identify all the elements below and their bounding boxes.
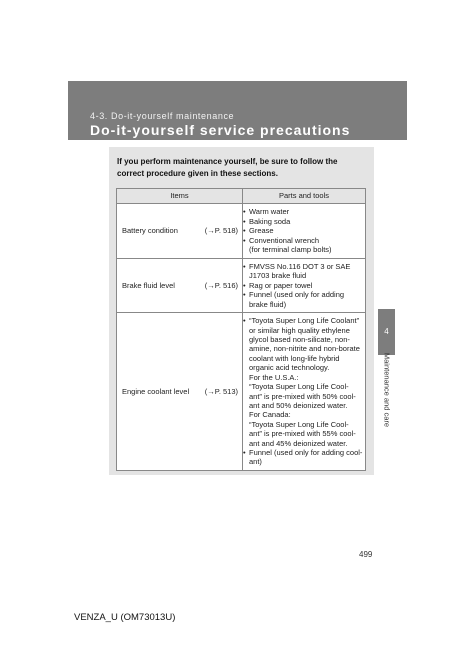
tools-list bbox=[243, 262, 365, 309]
list-item: • “Toyota Super Long Life Coolant” or similar high quality ethylene glycol based non-silicate, non- amine, non-nitrite and non-borate coolant with long-life hybrid organic acid technology. For the U.S.A.: “Toyota Super Long Life Cool- ant” is pre-mixed with 50% cool- ant and 50% deionized water. For Canada: “Toyota Super Long Life Cool- ant” is pre-mixed with 55% cool- ant and 45% deionized water. bbox=[243, 316, 360, 448]
list-item: • Baking soda bbox=[243, 216, 291, 226]
page-reference: (→P. 513) bbox=[204, 386, 238, 396]
table-row bbox=[117, 259, 366, 313]
list-item: • Conventional wrench (for terminal clamp bolts) bbox=[243, 235, 332, 255]
section-label: 4-3. Do-it-yourself maintenance bbox=[90, 111, 235, 121]
list-item: • Funnel (used only for adding cool- ant) bbox=[243, 447, 363, 467]
chapter-number: 4 bbox=[384, 327, 389, 336]
table-row bbox=[117, 313, 366, 471]
table-row bbox=[117, 204, 366, 259]
tools-cell bbox=[243, 259, 366, 313]
item-cell bbox=[117, 313, 243, 471]
tools-list bbox=[243, 316, 365, 467]
page-reference: (→P. 518) bbox=[204, 226, 238, 236]
column-header-parts-and-tools: Parts and tools bbox=[243, 189, 366, 204]
tools-cell bbox=[243, 313, 366, 471]
precautions-box bbox=[109, 147, 374, 475]
chapter-tab bbox=[378, 309, 395, 355]
intro-text: If you perform maintenance yourself, be sure to follow the correct procedure given in these sections. bbox=[117, 157, 338, 178]
item-cell bbox=[117, 259, 243, 313]
document-code: VENZA_U (OM73013U) bbox=[74, 612, 176, 623]
list-item: • FMVSS No.116 DOT 3 or SAE J1703 brake fluid bbox=[243, 261, 351, 281]
header-band bbox=[68, 81, 407, 140]
table-header-row bbox=[117, 189, 366, 204]
item-label: Brake fluid level bbox=[122, 280, 175, 290]
chapter-label: Maintenance and care bbox=[382, 352, 392, 428]
list-item: • Funnel (used only for adding brake fluid) bbox=[243, 290, 345, 309]
page-title: Do-it-yourself service precautions bbox=[90, 122, 351, 138]
column-header-items: Items bbox=[117, 189, 243, 204]
list-item: • Warm water bbox=[243, 207, 290, 217]
item-cell bbox=[117, 204, 243, 259]
list-item: • Rag or paper towel bbox=[243, 280, 313, 290]
page-reference: (→P. 516) bbox=[204, 280, 238, 290]
precautions-table bbox=[116, 188, 366, 471]
list-item: • Grease bbox=[243, 226, 274, 236]
page-number: 499 bbox=[359, 550, 373, 559]
item-label: Engine coolant level bbox=[122, 386, 190, 396]
tools-cell bbox=[243, 204, 366, 259]
tools-list bbox=[243, 207, 365, 254]
item-label: Battery condition bbox=[122, 226, 178, 236]
